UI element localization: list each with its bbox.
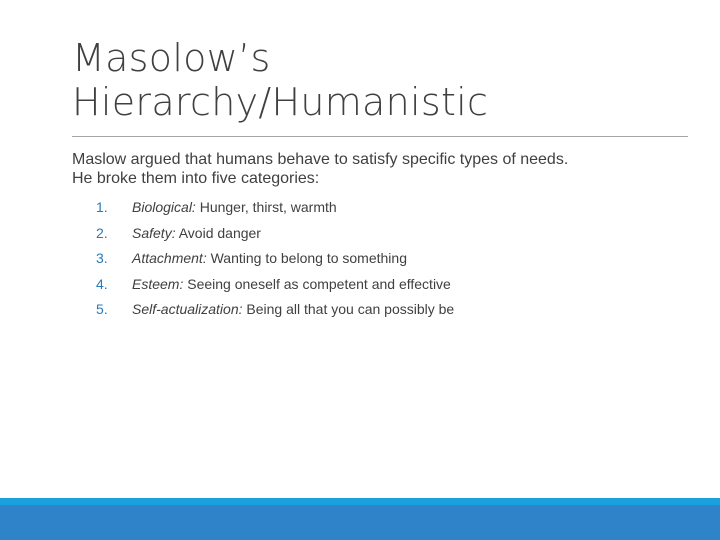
need-description: Seeing oneself as competent and effective — [183, 275, 451, 292]
intro-paragraph — [72, 150, 692, 188]
footer-bar — [0, 498, 720, 540]
list-number: 3. — [96, 250, 108, 266]
list-number: 5. — [96, 301, 108, 317]
needs-list — [72, 195, 692, 323]
need-term: Biological: — [132, 199, 196, 215]
list-item — [72, 221, 692, 247]
list-item — [72, 297, 692, 323]
intro-line-2: He broke them into five categories: — [72, 170, 320, 187]
list-number: 1. — [96, 199, 108, 215]
list-number: 2. — [96, 224, 108, 241]
list-item — [72, 272, 692, 298]
slide-title — [72, 36, 672, 124]
need-term: Safety: — [132, 224, 176, 241]
intro-line-1: Maslow argued that humans behave to satisfy specific types of needs. — [72, 151, 569, 168]
need-description: Avoid danger — [175, 224, 261, 241]
need-term: Self-actualization: — [132, 301, 243, 317]
list-number: 4. — [96, 275, 108, 292]
need-description: Being all that you can possibly be — [242, 301, 455, 317]
need-description: Wanting to belong to something — [206, 250, 407, 266]
list-item — [72, 246, 692, 272]
slide-title-line-1: Masolow’s — [72, 36, 271, 80]
footer-accent-stripe — [0, 498, 720, 505]
title-divider — [72, 136, 688, 137]
slide-title-line-2: Hierarchy/Humanistic — [72, 80, 489, 124]
need-term: Esteem: — [132, 275, 184, 292]
list-item — [72, 195, 692, 221]
need-description: Hunger, thirst, warmth — [195, 199, 337, 215]
need-term: Attachment: — [132, 250, 207, 266]
